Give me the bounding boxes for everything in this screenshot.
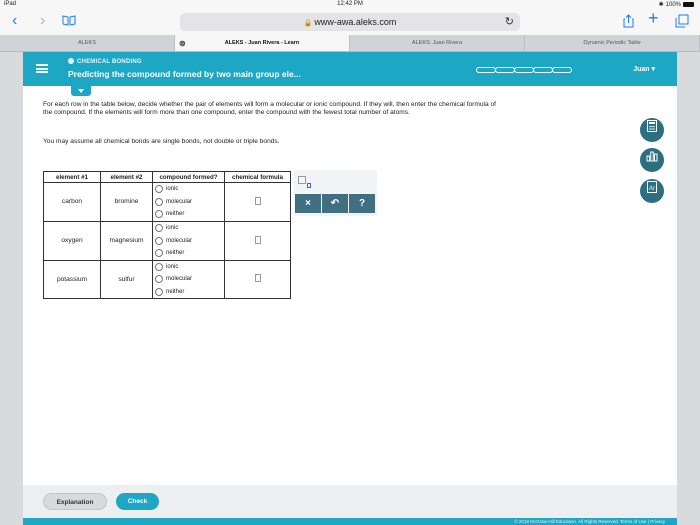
lesson-title: Predicting the compound formed by two main group ele...	[68, 69, 301, 79]
tab-label: ALEKS - Juan Rivera - Learn	[224, 40, 300, 46]
compound-options	[153, 221, 225, 260]
element-2-cell: magnesium	[101, 221, 153, 260]
element-1-cell: oxygen	[44, 221, 101, 260]
table-header-row	[44, 172, 291, 183]
column-header: element #1	[44, 172, 101, 183]
browser-toolbar	[0, 9, 700, 35]
column-header: chemical formula	[225, 172, 291, 183]
radio-circle[interactable]	[155, 249, 163, 257]
table-row	[44, 221, 291, 260]
radio-neither[interactable]	[155, 286, 224, 299]
element-1-cell: carbon	[44, 183, 101, 222]
help-button[interactable]: ?	[349, 194, 375, 213]
lock-icon: 🔒	[303, 20, 313, 27]
radio-ionic[interactable]	[155, 183, 224, 196]
radio-circle[interactable]	[155, 275, 163, 283]
column-header: element #2	[101, 172, 153, 183]
user-menu[interactable]: Juan ▾	[633, 66, 655, 73]
check-button[interactable]: Check	[116, 493, 159, 510]
url-text: www-awa.aleks.com	[314, 17, 397, 27]
radio-circle[interactable]	[155, 263, 163, 271]
progress-segment	[514, 67, 534, 73]
bluetooth-icon: ✱	[658, 2, 664, 8]
subscript-tool-icon[interactable]	[298, 176, 306, 184]
copyright-bar: © 2018 McGraw-Hill Education. All Rights Reserved. Terms of Use | Privacy	[23, 518, 677, 525]
bookmarks-icon[interactable]	[62, 15, 76, 31]
radio-label: ionic	[166, 225, 179, 232]
new-tab-icon[interactable]: +	[648, 8, 659, 28]
reload-icon[interactable]: ↻	[504, 16, 514, 28]
radio-molecular[interactable]	[155, 273, 224, 286]
radio-circle[interactable]	[155, 185, 163, 193]
battery-status	[659, 1, 694, 8]
clear-button[interactable]: ×	[295, 194, 321, 213]
radio-ionic[interactable]	[155, 222, 224, 235]
tab-label: ALEKS: Juan Rivera	[411, 40, 463, 46]
forward-icon[interactable]: ›	[40, 12, 46, 29]
radio-circle[interactable]	[155, 210, 163, 218]
tab-label: ALEKS	[78, 40, 96, 46]
calculator-icon[interactable]	[640, 118, 664, 142]
progress-segment	[495, 67, 515, 73]
radio-label: molecular	[166, 276, 193, 283]
radio-molecular[interactable]	[155, 234, 224, 247]
progress-bar	[476, 67, 571, 73]
element-2-cell: sulfur	[101, 260, 153, 299]
formula-input[interactable]	[255, 197, 261, 205]
instructions: For each row in the table below, decide whether the pair of elements will form a molecular or ionic compound. If they will, then enter the chemical formula of the compound. If the elements will form more than one compound, enter the compound with the fewest total number of atoms.	[43, 101, 496, 117]
radio-label: neither	[166, 211, 185, 218]
palette-buttons	[295, 194, 375, 213]
explanation-button[interactable]: Explanation	[43, 493, 107, 510]
browser-tabs	[0, 35, 700, 52]
radio-label: neither	[166, 289, 185, 296]
tab-aleks-juan[interactable]	[350, 35, 525, 51]
tab-aleks-learn[interactable]	[175, 35, 350, 51]
topic-label	[68, 58, 142, 65]
bar-chart-icon[interactable]	[640, 148, 664, 172]
column-header: compound formed?	[153, 172, 225, 183]
battery-icon	[683, 2, 694, 7]
radio-neither[interactable]	[155, 247, 224, 260]
clock: 12:42 PM	[337, 1, 363, 7]
progress-segment	[533, 67, 553, 73]
element-1-cell: potassium	[44, 260, 101, 299]
radio-label: neither	[166, 250, 185, 257]
device-label: iPad	[4, 1, 17, 7]
collapse-header-button[interactable]	[71, 86, 91, 96]
back-icon[interactable]: ‹	[12, 12, 18, 29]
formula-cell	[225, 260, 291, 299]
radio-circle[interactable]	[155, 224, 163, 232]
bond-note: You may assume all chemical bonds are single bonds, not double or triple bonds.	[43, 138, 280, 145]
radio-circle[interactable]	[155, 237, 163, 245]
battery-percent: 100%	[665, 1, 681, 8]
table-row	[44, 260, 291, 299]
tab-label: Dynamic Periodic Table	[583, 40, 641, 46]
radio-neither[interactable]	[155, 208, 224, 221]
tab-aleks[interactable]	[0, 35, 175, 51]
footer-bar	[23, 485, 677, 518]
close-tab-icon[interactable]: ⊗	[179, 39, 186, 48]
radio-ionic[interactable]	[155, 261, 224, 274]
formula-input[interactable]	[255, 236, 261, 244]
topic-dot-icon	[68, 58, 74, 64]
menu-icon[interactable]	[36, 64, 48, 73]
progress-segment	[476, 67, 496, 73]
progress-segment	[552, 67, 572, 73]
formula-palette	[294, 170, 377, 216]
compound-options	[153, 260, 225, 299]
compound-options	[153, 183, 225, 222]
topic-text: CHEMICAL BONDING	[77, 59, 142, 65]
radio-label: molecular	[166, 198, 193, 205]
radio-molecular[interactable]	[155, 196, 224, 209]
formula-cell	[225, 183, 291, 222]
subscript-box-icon	[307, 183, 311, 188]
share-icon[interactable]	[623, 14, 634, 30]
radio-label: molecular	[166, 237, 193, 244]
status-bar	[0, 0, 700, 9]
formula-input[interactable]	[255, 274, 261, 282]
undo-button[interactable]: ↶	[322, 194, 348, 213]
compound-table	[43, 171, 291, 299]
radio-label: ionic	[166, 186, 179, 193]
tabs-overview-icon[interactable]	[675, 14, 689, 30]
element-2-cell: bromine	[101, 183, 153, 222]
table-row	[44, 183, 291, 222]
aleks-app	[23, 52, 677, 525]
lesson-header	[23, 52, 677, 86]
tab-periodic-table[interactable]	[525, 35, 700, 51]
svg-text:Ar: Ar	[649, 186, 655, 192]
address-bar[interactable]	[180, 13, 520, 31]
formula-cell	[225, 221, 291, 260]
radio-circle[interactable]	[155, 198, 163, 206]
periodic-table-icon[interactable]	[640, 179, 664, 203]
radio-label: ionic	[166, 263, 179, 270]
radio-circle[interactable]	[155, 288, 163, 296]
